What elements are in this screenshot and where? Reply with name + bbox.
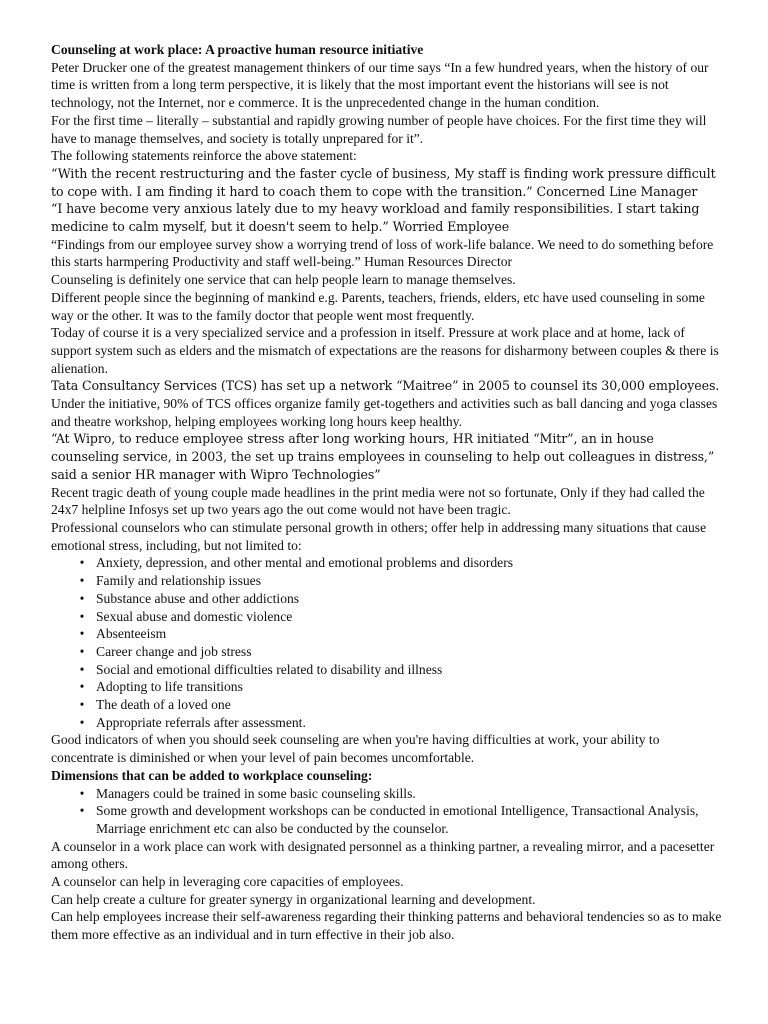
document-title: Counseling at work place: A proactive human resource initiative (51, 42, 424, 57)
list-item-text: Absenteeism (96, 626, 167, 642)
list-item (51, 678, 723, 696)
paragraph-thinking-partner: A counselor in a work place can work with designated personnel as a thinking partner, a revealing mirror, and a pacesetter among others. (51, 838, 715, 872)
paragraph-core-capacities: A counselor can help in leveraging core capacities of employees. (51, 874, 404, 890)
list-item (51, 661, 723, 679)
bullet-marker: • (79, 803, 85, 819)
list-item-text: Family and relationship issues (96, 573, 261, 589)
paragraph-tcs-maitree: Tata Consultancy Services (TCS) has set up a network “Maitree” in 2005 to counsel its 30,000 employees. (51, 378, 720, 394)
paragraph-infosys: Recent tragic death of young couple made headlines in the print media were not so fortunate, Only if they had called the 24x7 helpline Infosys set up two years ago the out come would not have been tragic. (51, 484, 705, 518)
bullet-marker: • (79, 590, 85, 606)
document-page (51, 41, 723, 944)
list-item-text: Sexual abuse and domestic violence (96, 608, 293, 624)
list-item-text: Appropriate referrals after assessment. (96, 714, 306, 730)
list-item-text: Managers could be trained in some basic counseling skills. (96, 785, 416, 801)
list-item-text: Career change and job stress (96, 643, 252, 659)
paragraph-drucker-quote: Peter Drucker one of the greatest management thinkers of our time says “In a few hundred years, when the history of our time is written from a long term perspective, it is likely that the most important event the historians will see is not technology, not the Internet, nor e commerce. It is the unprecedented change in the human condition. (51, 59, 709, 111)
bullet-marker: • (79, 714, 85, 730)
list-item (51, 802, 723, 837)
list-item (51, 785, 723, 803)
quote-hr-director: “Findings from our employee survey show a worrying trend of loss of work-life balance. We need to do something before this starts harmpering Productivity and staff well-being.” Human Resources Director (51, 236, 714, 270)
bullet-marker: • (79, 626, 85, 642)
list-item-text: Some growth and development workshops can be conducted in emotional Intelligence, Transactional Analysis, Marriage enrichment etc can also be conducted by the counselor. (96, 803, 699, 836)
list-item (51, 572, 723, 590)
bullet-marker: • (79, 697, 85, 713)
list-item (51, 625, 723, 643)
list-item (51, 554, 723, 572)
paragraph-statements-intro: The following statements reinforce the above statement: (51, 148, 357, 164)
paragraph-professional-counselors: Professional counselors who can stimulate personal growth in others; offer help in addressing many situations that cause emotional stress, including, but not limited to: (51, 519, 707, 553)
bullet-marker: • (79, 573, 85, 589)
list-item-text: Anxiety, depression, and other mental and emotional problems and disorders (96, 555, 514, 571)
list-item (51, 714, 723, 732)
bullet-marker: • (79, 679, 85, 695)
paragraph-counseling-service: Counseling is definitely one service that can help people learn to manage themselves. (51, 272, 516, 288)
list-item (51, 608, 723, 626)
dimensions-list (51, 785, 723, 838)
paragraph-good-indicators: Good indicators of when you should seek counseling are when you're having difficulties at work, your ability to concentrate is diminished or when your level of pain becomes uncomfortable. (51, 732, 660, 766)
paragraph-first-time: For the first time – literally – substantial and rapidly growing number of people have choices. For the first time they will have to manage themselves, and society is totally unprepared for it”. (51, 112, 707, 146)
list-item (51, 643, 723, 661)
paragraph-tcs-initiative: Under the initiative, 90% of TCS offices organize family get-togethers and activities such as ball dancing and yoga classes and theatre workshop, helping employees working long hours keep healthy. (51, 396, 718, 429)
list-item (51, 696, 723, 714)
quote-line-manager: “With the recent restructuring and the faster cycle of business, My staff is finding work pressure difficult to cope with. I am finding it hard to coach them to cope with the transition.” Concerned Line Manager (51, 165, 716, 199)
quote-worried-employee: “I have become very anxious lately due to my heavy workload and family responsibilities. I start taking medicine to calm myself, but it doesn't seem to help.” Worried Employee (51, 201, 700, 235)
bullet-marker: • (79, 661, 85, 677)
bullet-marker: • (79, 608, 85, 624)
list-item (51, 590, 723, 608)
list-item-text: The death of a loved one (96, 697, 231, 713)
paragraph-wipro-mitr: “At Wipro, to reduce employee stress after long working hours, HR initiated “Mitr”, an in house counseling service, in 2003, the set up trains employees in counseling to help out colleagues in distress,” said a senior HR manager with Wipro Technologies” (51, 431, 715, 482)
list-item-text: Adopting to life transitions (96, 679, 243, 695)
list-item-text: Social and emotional difficulties related to disability and illness (96, 661, 443, 677)
bullet-marker: • (79, 643, 85, 659)
dimensions-heading: Dimensions that can be added to workplace counseling: (51, 767, 373, 783)
paragraph-history: Different people since the beginning of mankind e.g. Parents, teachers, friends, elders, etc have used counseling in some way or the other. It was to the family doctor that people went most frequently. (51, 289, 705, 323)
issues-list (51, 554, 723, 731)
paragraph-self-awareness: Can help employees increase their self-awareness regarding their thinking patterns and behavioral tendencies so as to make them more effective as an individual and in turn effective in their job also. (51, 909, 722, 943)
paragraph-today: Today of course it is a very specialized service and a profession in itself. Pressure at work place and at home, lack of support system such as elders and the mismatch of expectations are the reasons for disharmony between couples & there is alienation. (51, 325, 719, 376)
list-item-text: Substance abuse and other addictions (96, 590, 300, 606)
bullet-marker: • (79, 785, 85, 801)
paragraph-culture-synergy: Can help create a culture for greater synergy in organizational learning and development. (51, 891, 536, 907)
bullet-marker: • (79, 555, 85, 571)
